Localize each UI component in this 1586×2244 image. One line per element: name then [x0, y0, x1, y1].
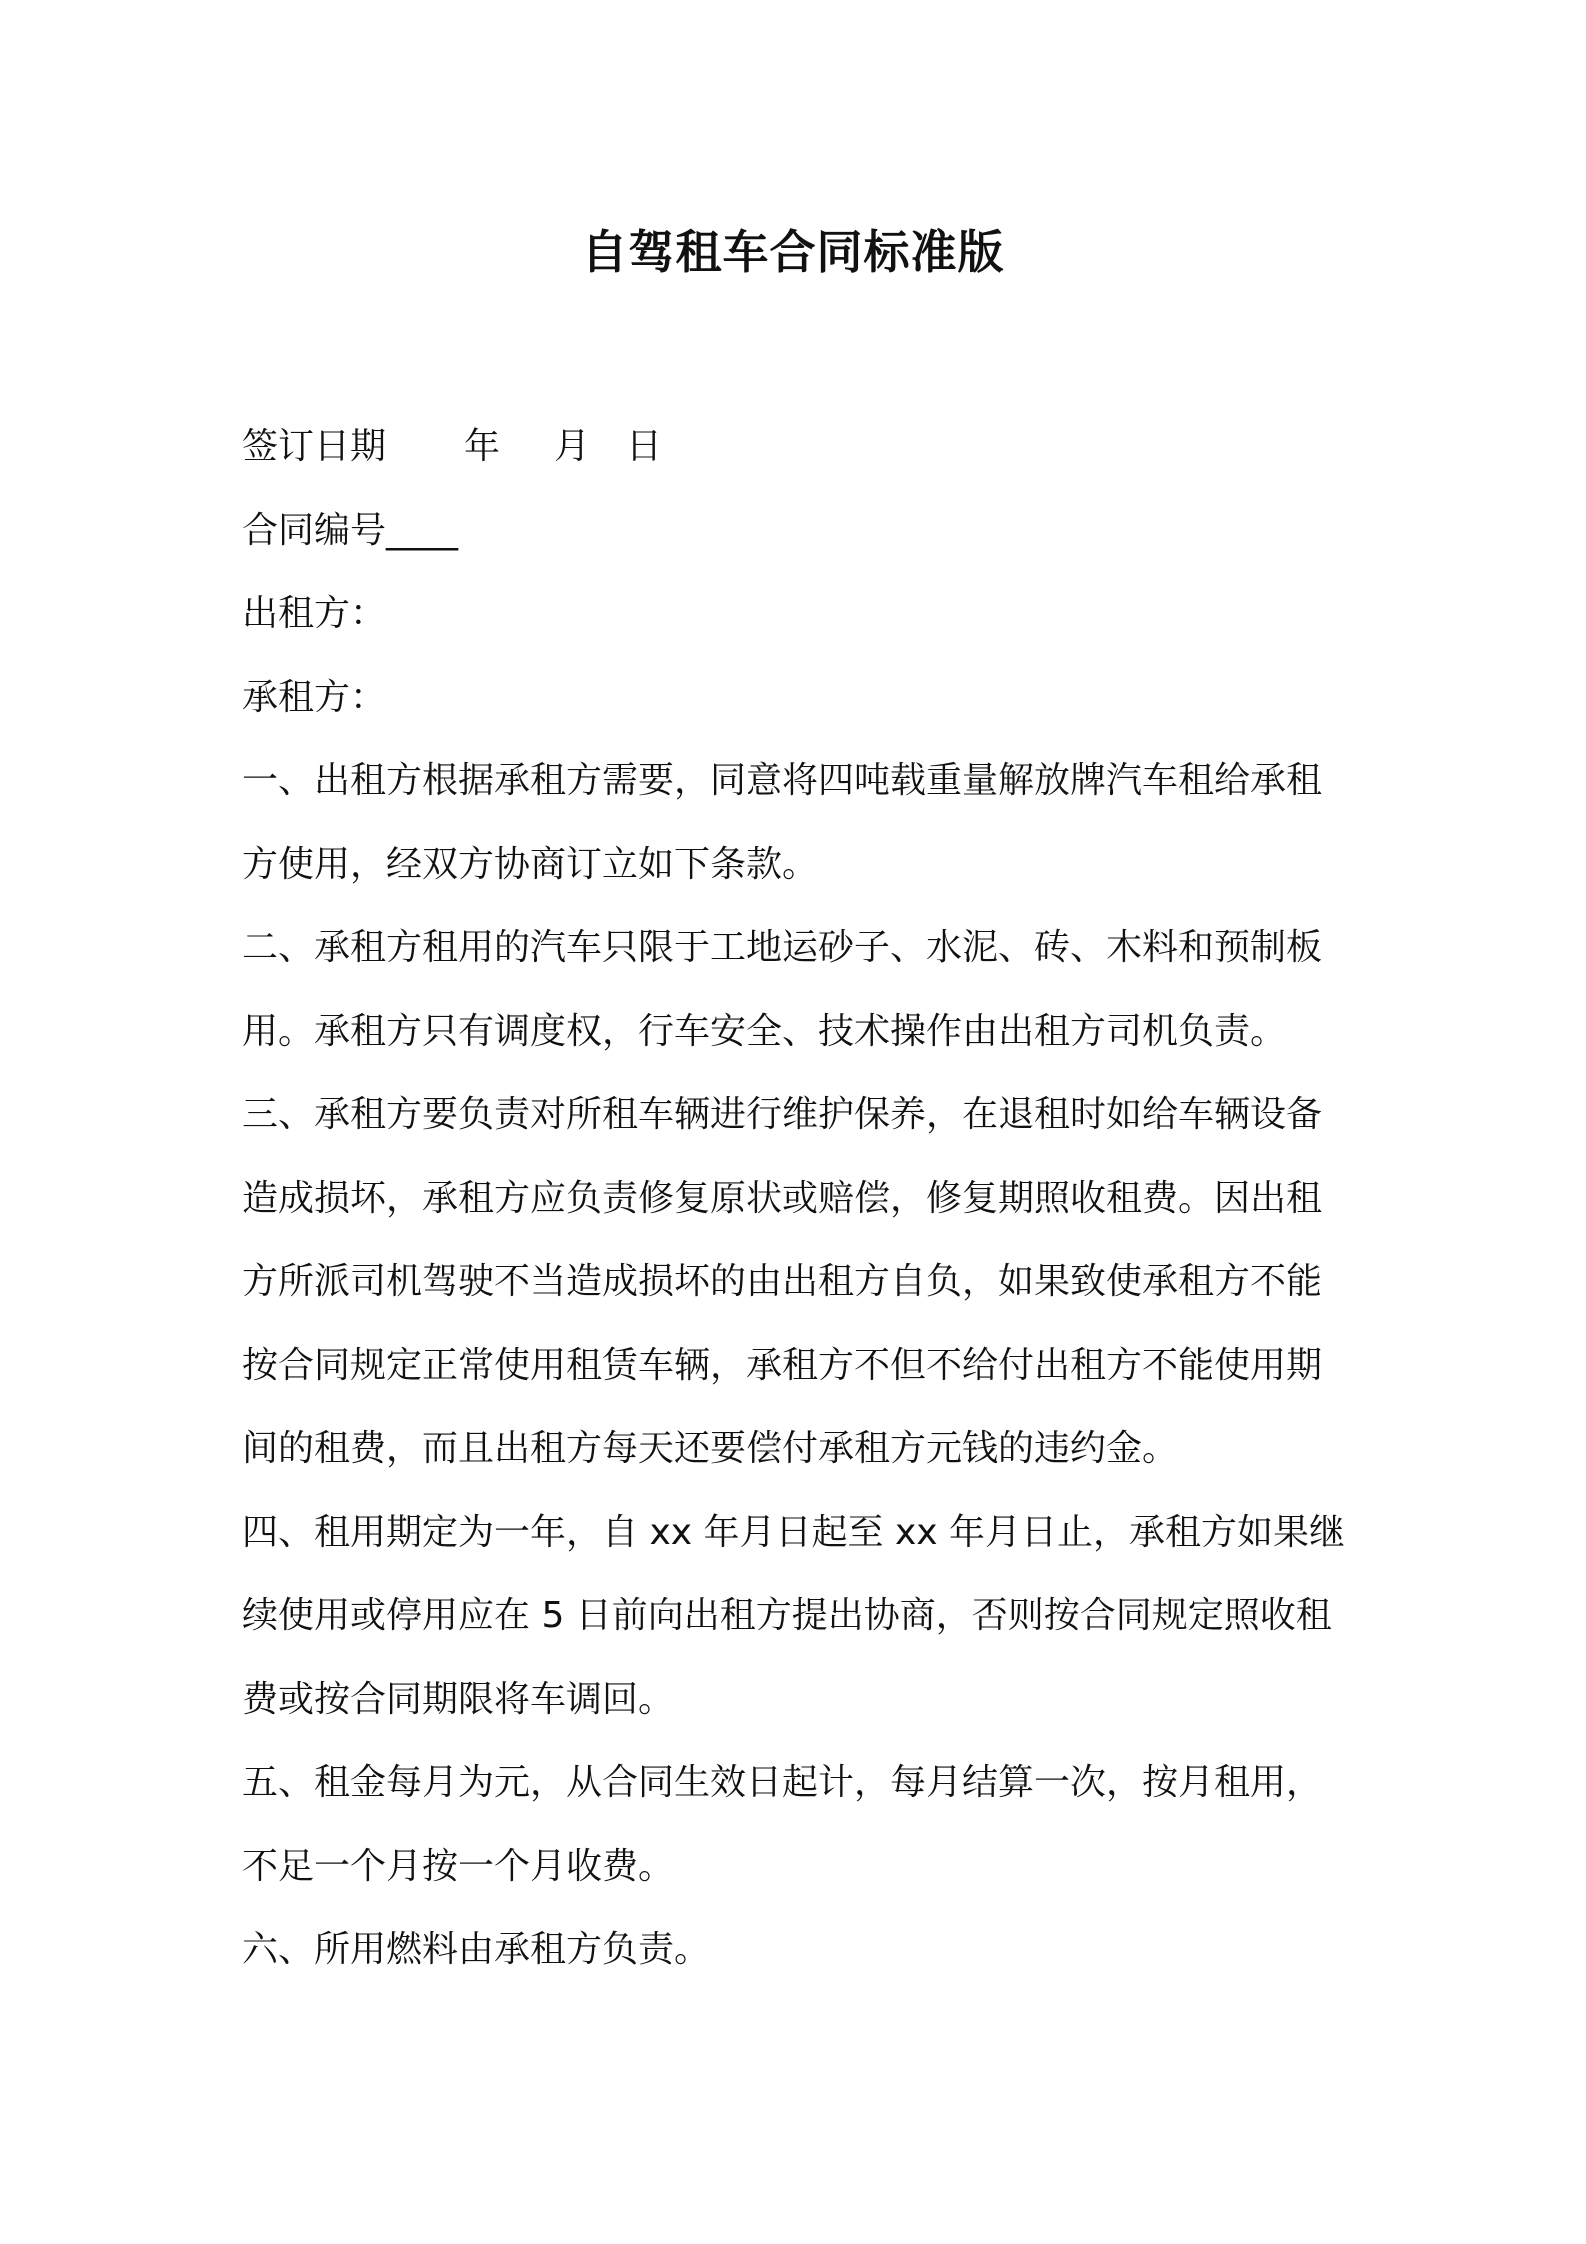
- clause-line: 三、承租方要负责对所租车辆进行维护保养，在退租时如给车辆设备: [242, 1094, 1323, 1135]
- clause-line: 费或按合同期限将车调回。: [242, 1678, 675, 1720]
- sign-date-month: 月: [554, 426, 591, 467]
- clause-line: 按合同规定正常使用租赁车辆，承租方不但不给付出租方不能使用期: [242, 1344, 1323, 1386]
- lessee-line: 承租方：: [242, 676, 387, 718]
- sign-date-year: 年: [464, 426, 501, 467]
- sign-date-label: 签订日期: [242, 426, 387, 467]
- clause-line: 不足一个月按一个月收费。: [242, 1845, 675, 1887]
- clause-line: 五、租金每月为元，从合同生效日起计，每月结算一次，按月租用，: [242, 1762, 1323, 1803]
- clause-line: 方使用，经双方协商订立如下条款。: [242, 843, 819, 885]
- clause-line: 方所派司机驾驶不当造成损坏的由出租方自负，如果致使承租方不能: [242, 1261, 1323, 1302]
- clause-line: 续使用或停用应在 5 日前向出租方提出协商，否则按合同规定照收租: [242, 1595, 1332, 1636]
- clause-line: 间的租费，而且出租方每天还要偿付承租方元钱的违约金。: [242, 1428, 1179, 1469]
- contract-number-line: 合同编号____: [242, 509, 459, 551]
- document-body: [242, 405, 1352, 1992]
- sign-date-day: 日: [626, 426, 663, 467]
- sign-date-line: [242, 405, 1352, 489]
- clause-line: 四、租用期定为一年，自 xx 年月日起至 xx 年月日止，承租方如果继: [242, 1511, 1345, 1553]
- clause-line: 二、承租方租用的汽车只限于工地运砂子、水泥、砖、木料和预制板: [242, 927, 1323, 968]
- clause-line: 一、出租方根据承租方需要，同意将四吨载重量解放牌汽车租给承租: [242, 760, 1323, 801]
- document-title: 自驾租车合同标准版: [581, 225, 1005, 279]
- clause-line: 六、所用燃料由承租方负责。: [242, 1929, 711, 1970]
- lessor-line: 出租方：: [242, 593, 387, 634]
- clause-line: 造成损坏，承租方应负责修复原状或赔偿，修复期照收租费。因出租: [242, 1177, 1323, 1219]
- clause-line: 用。承租方只有调度权，行车安全、技术操作由出租方司机负责。: [242, 1010, 1287, 1052]
